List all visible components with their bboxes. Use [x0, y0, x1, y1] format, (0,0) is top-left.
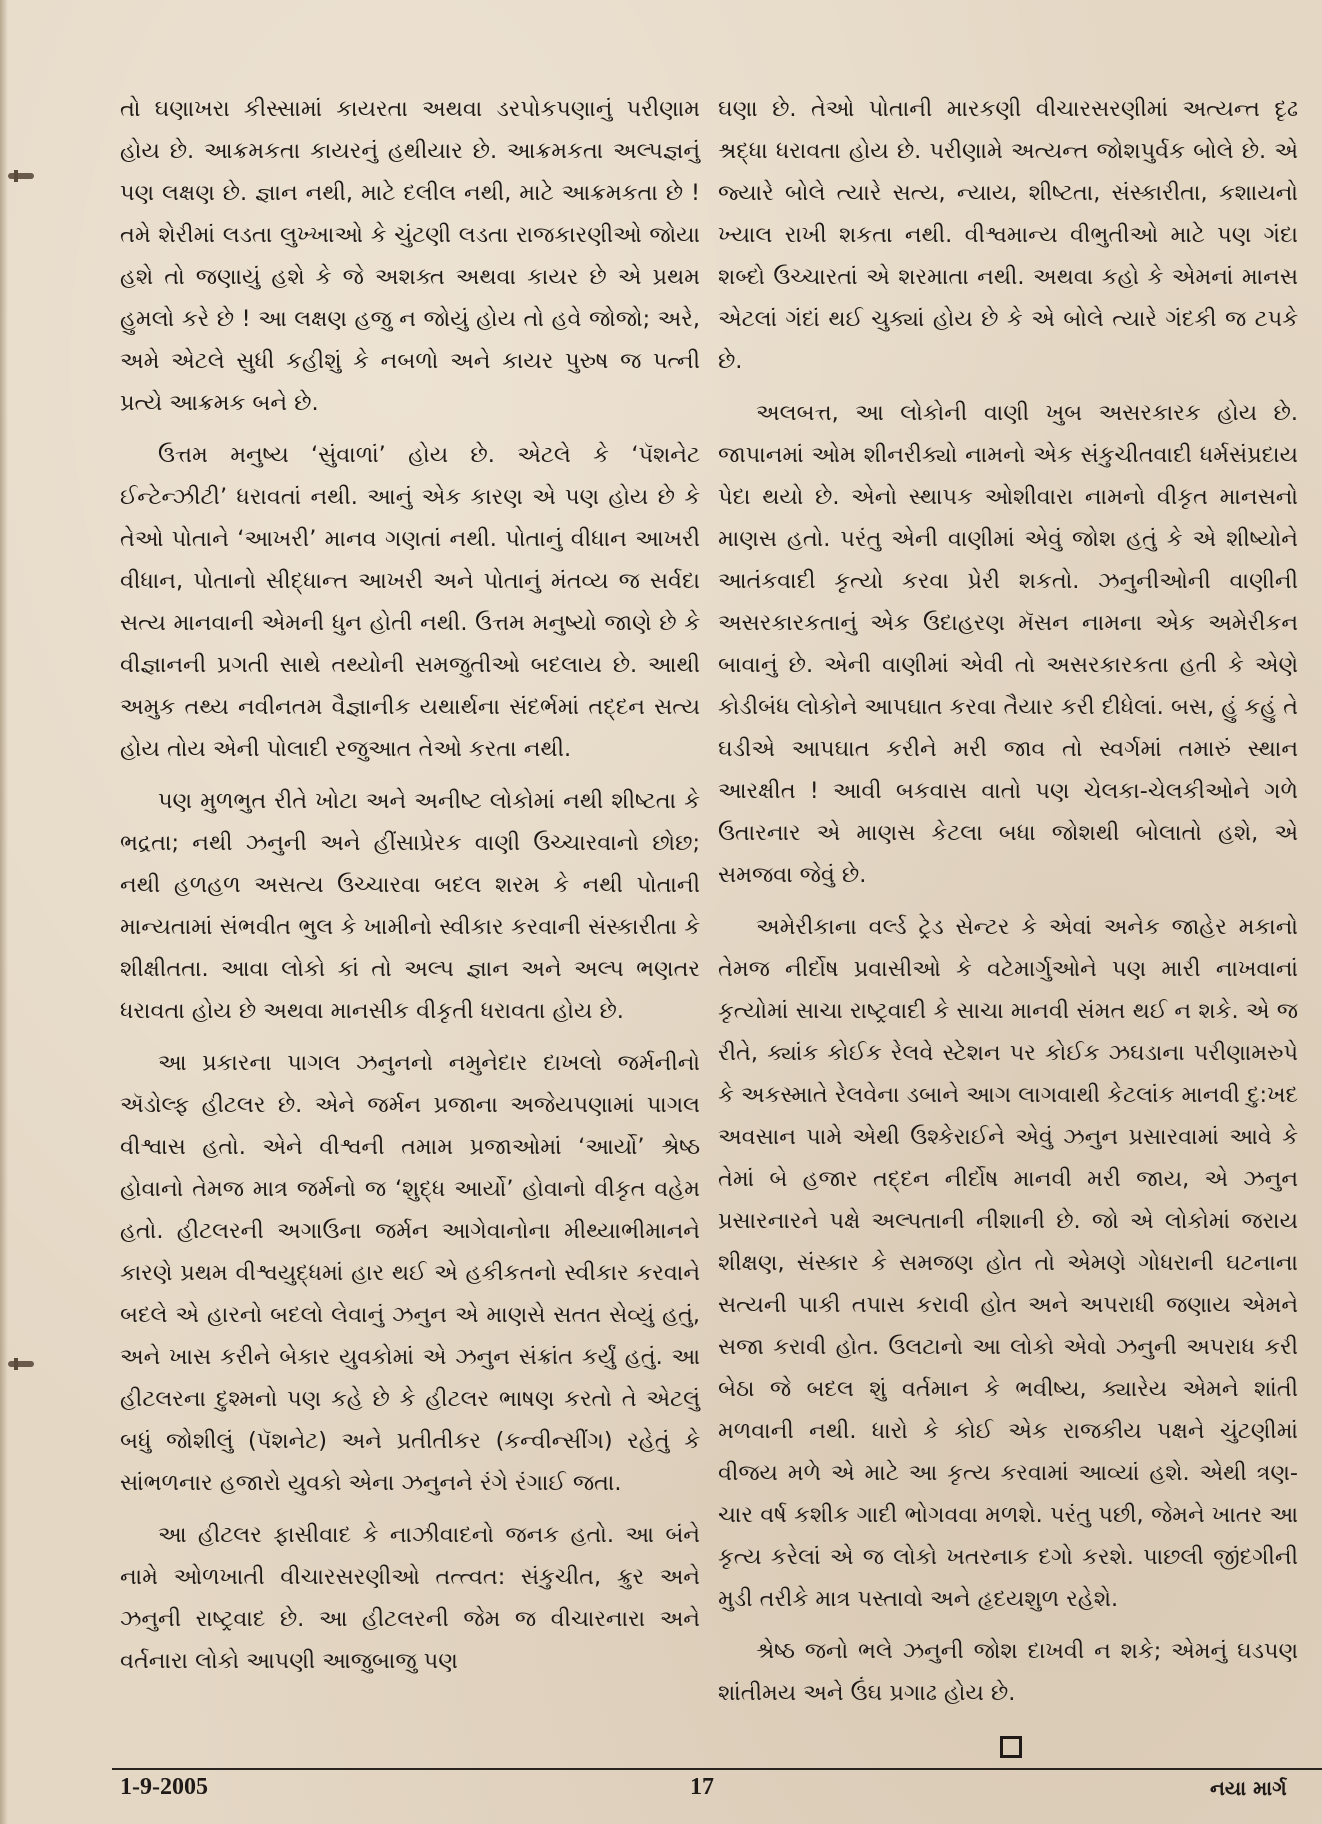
- staple-mark: [0, 1358, 42, 1372]
- page-number: 17: [690, 1774, 714, 1800]
- magazine-name: નયા માર્ગ: [1210, 1776, 1287, 1800]
- article-column-right: [718, 88, 1298, 1724]
- paragraph: અલબત્ત, આ લોકોની વાણી ખુબ અસરકારક હોય છે. જાપાનમાં ઓમ શીનરીક્યો નામનો એક સંકુચીતવાદી ધર્મસંપ્રદાય પેદા થયો છે. એનો સ્થાપક ઓશીવારા નામનો વીકૃત માનસનો માણસ હતો. પરંતુ એની વાણીમાં એવું જોશ હતું કે એ શીષ્યોને આતંકવાદી કૃત્યો કરવા પ્રેરી શકતો. ઝનુનીઓની વાણીની અસરકારકતાનું એક ઉદાહરણ મૅસન નામના એક અમેરીકન બાવાનું છે. એની વાણીમાં એવી તો અસરકારકતા હતી કે એણે કોડીબંધ લોકોને આપઘાત કરવા તૈયાર કરી દીધેલાં. બસ, હું કહું તે ઘડીએ આપઘાત કરીને મરી જાવ તો સ્વર્ગમાં તમારું સ્થાન આરક્ષીત ! આવી બકવાસ વાતો પણ ચેલકા-ચેલકીઓને ગળે ઉતારનાર એ માણસ કેટલા બધા જોશથી બોલાતો હશે, એ સમજવા જેવું છે.: [718, 400, 1298, 888]
- staple-mark: [0, 170, 42, 184]
- paragraph: ઉત્તમ મનુષ્ય ‘સુંવાળાં’ હોય છે. એટલે કે ‘પૅશનેટ ઈન્ટેન્ઝીટી’ ધરાવતાં નથી. આનું એક કારણ એ પણ હોય છે કે તેઓ પોતાને ‘આખરી’ માનવ ગણતાં નથી. પોતાનું વીધાન આખરી વીધાન, પોતાનો સીદ્ધાન્ત આખરી અને પોતાનું મંતવ્ય જ સર્વદા સત્ય માનવાની એમની ધુન હોતી નથી. ઉત્તમ મનુષ્યો જાણે છે કે વીજ્ઞાનની પ્રગતી સાથે તથ્યોની સમજુતીઓ બદલાય છે. આથી અમુક તથ્ય નવીનતમ વૈજ્ઞાનીક યથાર્થના સંદર્ભમાં તદ્દન સત્ય હોય તોય એની પોલાદી રજુઆત તેઓ કરતા નથી.: [120, 442, 700, 762]
- article-end-square-icon: [1000, 1736, 1022, 1758]
- footer-rule: [112, 1768, 1322, 1770]
- footer-date: 1-9-2005: [120, 1774, 208, 1800]
- paragraph: આ પ્રકારના પાગલ ઝનુનનો નમુનેદાર દાખલો જર્મનીનો ઍડોલ્ફ હીટલર છે. એને જર્મન પ્રજાના અજેયપણામાં પાગલ વીશ્વાસ હતો. એને વીશ્વની તમામ પ્રજાઓમાં ‘આર્યો’ શ્રેષ્ઠ હોવાનો તેમજ માત્ર જર્મનો જ ‘શુદ્ધ આર્યો’ હોવાનો વીકૃત વહેમ હતો. હીટલરની અગાઉના જર્મન આગેવાનોના મીથ્યાભીમાનને કારણે પ્રથમ વીશ્વયુદ્ધમાં હાર થઈ એ હકીકતનો સ્વીકાર કરવાને બદલે એ હારનો બદલો લેવાનું ઝનુન એ માણસે સતત સેવ્યું હતું, અને ખાસ કરીને બેકાર યુવકોમાં એ ઝનુન સંક્રાંત કર્યું હતું. આ હીટલરના દુશ્મનો પણ કહે છે કે હીટલર ભાષણ કરતો તે એટલું બધું જોશીલું (પૅશનેટ) અને પ્રતીતીકર (કન્વીન્સીંગ) રહેતું કે સાંભળનાર હજારો યુવકો એના ઝનુનને રંગે રંગાઈ જતા.: [120, 1050, 700, 1496]
- paragraph: ઘણા છે. તેઓ પોતાની મારકણી વીચારસરણીમાં અત્યન્ત દૃઢ શ્રદ્ધા ધરાવતા હોય છે. પરીણામે અત્યન્ત જોશપુર્વક બોલે છે. એ જ્યારે બોલે ત્યારે સત્ય, ન્યાય, શીષ્ટતા, સંસ્કારીતા, કશાયનો ખ્યાલ રાખી શકતા નથી. વીશ્વમાન્ય વીભુતીઓ માટે પણ ગંદા શબ્દો ઉચ્ચારતાં એ શરમાતા નથી. અથવા કહો કે એમનાં માનસ એટલાં ગંદાં થઈ ચુક્યાં હોય છે કે એ બોલે ત્યારે ગંદકી જ ટપકે છે.: [718, 96, 1298, 374]
- paragraph: અમેરીકાના વર્લ્ડ ટ્રેડ સેન્ટર કે એવાં અનેક જાહેર મકાનો તેમજ નીર્દોષ પ્રવાસીઓ કે વટેમાર્ગુઓને પણ મારી નાખવાનાં કૃત્યોમાં સાચા રાષ્ટ્રવાદી કે સાચા માનવી સંમત થઈ ન શકે. એ જ રીતે, ક્યાંક કોઈક રેલવે સ્ટેશન પર કોઈક ઝઘડાના પરીણામરુપે કે અકસ્માતે રેલવેના ડબાને આગ લાગવાથી કેટલાંક માનવી દુ:ખદ અવસાન પામે એથી ઉશ્કેરાઈને એવું ઝનુન પ્રસારવામાં આવે કે તેમાં બે હજાર તદ્દન નીર્દોષ માનવી મરી જાય, એ ઝનુન પ્રસારનારને પક્ષે અલ્પતાની નીશાની છે. જો એ લોકોમાં જરાય શીક્ષણ, સંસ્કાર કે સમજણ હોત તો એમણે ગોધરાની ઘટનાના સત્યની પાકી તપાસ કરાવી હોત અને અપરાધી જણાય એમને સજા કરાવી હોત. ઉલટાનો આ લોકો એવો ઝનુની અપરાધ કરી બેઠા જે બદલ શું વર્તમાન કે ભવીષ્ય, ક્યારેય એમને શાંતી મળવાની નથી. ધારો કે કોઈ એક રાજકીય પક્ષને ચુંટણીમાં વીજય મળે એ માટે આ કૃત્ય કરવામાં આવ્યાં હશે. એથી ત્રણ-ચાર વર્ષ કશીક ગાદી ભોગવવા મળશે. પરંતુ પછી, જેમને ખાતર આ કૃત્ય કરેલાં એ જ લોકો ખતરનાક દગો કરશે. પાછલી જીંદગીની મુડી તરીકે માત્ર પસ્તાવો અને હૃદયશુળ રહેશે.: [718, 914, 1298, 1612]
- paragraph: શ્રેષ્ઠ જનો ભલે ઝનુની જોશ દાખવી ન શકે; એમનું ઘડપણ શાંતીમય અને ઉંઘ પ્રગાઢ હોય છે.: [718, 1638, 1298, 1706]
- paragraph: પણ મુળભુત રીતે ખોટા અને અનીષ્ટ લોકોમાં નથી શીષ્ટતા કે ભદ્રતા; નથી ઝનુની અને હીંસાપ્રેરક વાણી ઉચ્ચારવાનો છોછ; નથી હળહળ અસત્ય ઉચ્ચારવા બદલ શરમ કે નથી પોતાની માન્યતામાં સંભવીત ભુલ કે ખામીનો સ્વીકાર કરવાની સંસ્કારીતા કે શીક્ષીતતા. આવા લોકો કાં તો અલ્પ જ્ઞાન અને અલ્પ ભણતર ધરાવતા હોય છે અથવા માનસીક વીકૃતી ધરાવતા હોય છે.: [120, 788, 700, 1024]
- page-edge-shadow: [0, 0, 8, 1824]
- paragraph: તો ઘણાખરા કીસ્સામાં કાયરતા અથવા ડરપોકપણાનું પરીણામ હોય છે. આક્રમકતા કાયરનું હથીયાર છે. આક્રમકતા અલ્પજ્ઞનું પણ લક્ષણ છે. જ્ઞાન નથી, માટે દલીલ નથી, માટે આક્રમકતા છે ! તમે શેરીમાં લડતા લુખ્ખાઓ કે ચુંટણી લડતા રાજકારણીઓ જોયા હશે તો જણાયું હશે કે જે અશક્ત અથવા કાયર છે એ પ્રથમ હુમલો કરે છે ! આ લક્ષણ હજુ ન જોયું હોય તો હવે જોજો; અરે, અમે એટલે સુધી કહીશું કે નબળો અને કાયર પુરુષ જ પત્ની પ્રત્યે આક્રમક બને છે.: [120, 96, 700, 416]
- article-column-left: [120, 88, 700, 1692]
- paragraph: આ હીટલર ફાસીવાદ કે નાઝીવાદનો જનક હતો. આ બંને નામે ઓળખાતી વીચારસરણીઓ તત્ત્વત: સંકુચીત, ક્રુર અને ઝનુની રાષ્ટ્રવાદ છે. આ હીટલરની જેમ જ વીચારનારા અને વર્તનારા લોકો આપણી આજુબાજુ પણ: [120, 1522, 700, 1674]
